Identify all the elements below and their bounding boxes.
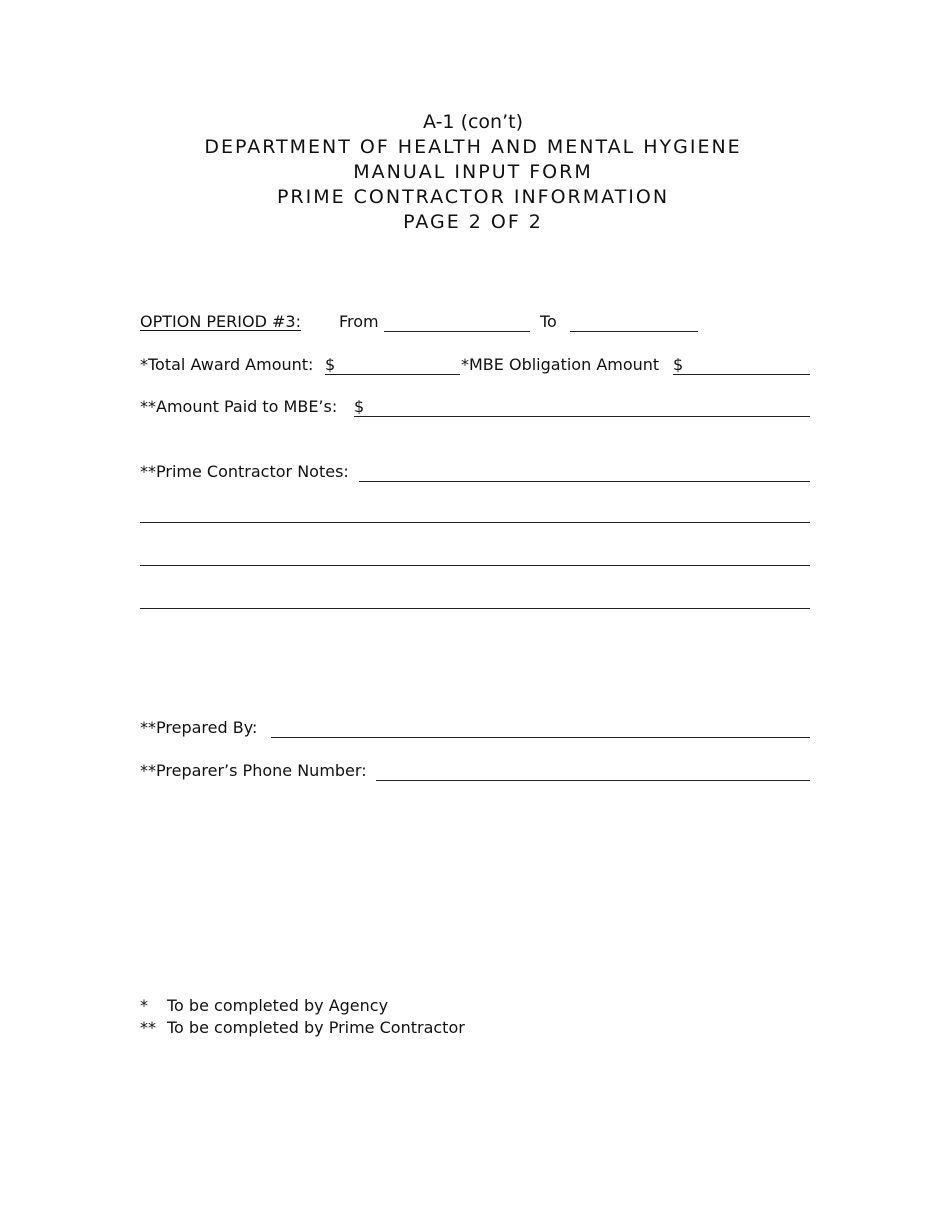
- mbe-obligation-field[interactable]: [673, 374, 810, 375]
- total-award-currency: $: [325, 355, 336, 374]
- from-date-field[interactable]: [384, 331, 530, 332]
- notes-row: [140, 461, 810, 483]
- footnote-prime-contractor: [140, 1017, 465, 1039]
- form-header: [0, 110, 946, 235]
- notes-line-2[interactable]: [140, 522, 810, 523]
- form-id: A-1 (con’t): [423, 111, 523, 133]
- phone-row: [140, 760, 810, 782]
- footnote-text: To be completed by Agency: [167, 996, 389, 1015]
- mbe-obligation-currency: $: [673, 355, 684, 374]
- prepared-by-field[interactable]: [271, 737, 810, 738]
- amount-paid-field[interactable]: [354, 416, 810, 417]
- amount-paid-currency: $: [354, 397, 365, 416]
- page-indicator: PAGE 2 OF 2: [403, 211, 543, 233]
- option-period-label: OPTION PERIOD #3:: [140, 312, 301, 331]
- section-title: PRIME CONTRACTOR INFORMATION: [276, 186, 670, 208]
- department-title: DEPARTMENT OF HEALTH AND MENTAL HYGIENE: [204, 136, 742, 158]
- notes-line-3[interactable]: [140, 565, 810, 566]
- amount-paid-row: [140, 396, 810, 418]
- notes-field[interactable]: [359, 481, 810, 482]
- mbe-obligation-label: *MBE Obligation Amount: [461, 355, 660, 374]
- footnote-mark: **: [140, 1018, 156, 1037]
- phone-label: **Preparer’s Phone Number:: [140, 761, 367, 780]
- notes-line-4[interactable]: [140, 608, 810, 609]
- to-label: To: [540, 312, 557, 331]
- form-name: MANUAL INPUT FORM: [353, 161, 593, 183]
- phone-field[interactable]: [376, 780, 810, 781]
- award-row: [140, 354, 810, 376]
- notes-label: **Prime Contractor Notes:: [140, 462, 349, 481]
- prepared-by-row: [140, 717, 810, 739]
- footnote-mark: *: [140, 996, 148, 1015]
- total-award-field[interactable]: [325, 374, 460, 375]
- total-award-label: *Total Award Amount:: [140, 355, 314, 374]
- amount-paid-label: **Amount Paid to MBE’s:: [140, 397, 338, 416]
- footnote-text: To be completed by Prime Contractor: [167, 1018, 465, 1037]
- to-date-field[interactable]: [570, 331, 698, 332]
- prepared-by-label: **Prepared By:: [140, 718, 258, 737]
- option-period-row: [140, 311, 810, 333]
- from-label: From: [339, 312, 379, 331]
- footnote-agency: [140, 995, 388, 1017]
